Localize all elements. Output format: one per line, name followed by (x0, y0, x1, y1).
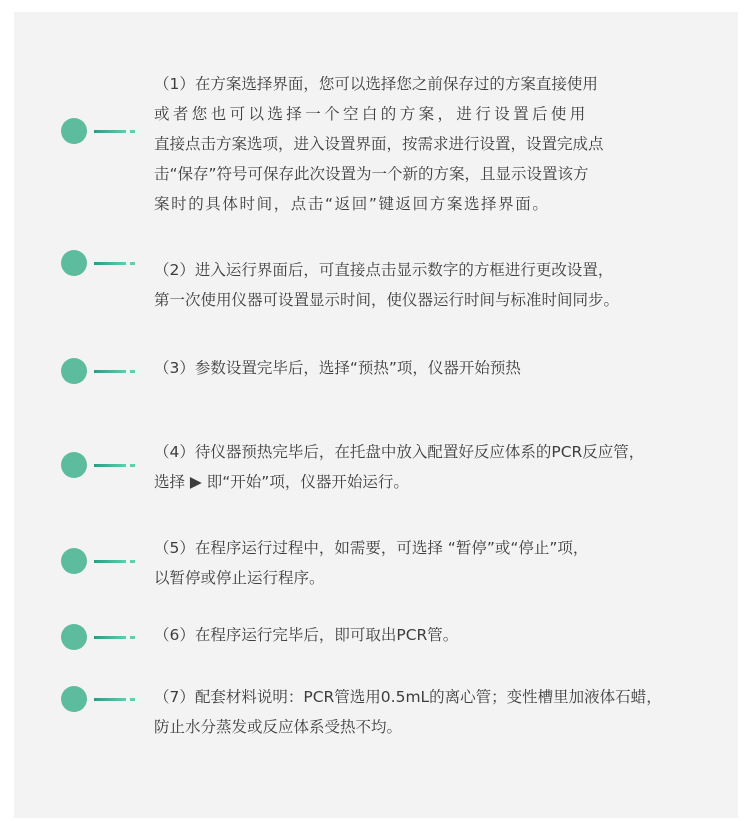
bullet-dot-icon (61, 548, 87, 574)
text-line: 第一次使用仪器可设置显示时间，使仪器运行时间与标准时间同步。 (154, 291, 620, 309)
step-marker (61, 358, 136, 384)
dash-line-icon (94, 698, 126, 701)
bullet-dot-icon (61, 358, 87, 384)
dash-tick-icon (130, 262, 135, 265)
text-line: （5）在程序运行过程中，如需要，可选择 “暂停”或“停止”项， (154, 539, 589, 557)
dash-line-icon (94, 370, 126, 373)
dash-tick-icon (130, 370, 135, 373)
text-line: 击“保存”符号可保存此次设置为一个新的方案，且显示设置该方 (154, 165, 589, 183)
step-2-text (154, 255, 694, 315)
text-line: 选择 ▶ 即“开始”项，仪器开始运行。 (154, 473, 409, 491)
step-marker (61, 548, 136, 574)
dash-tick-icon (130, 130, 135, 133)
dash-tick-icon (130, 636, 135, 639)
text-line: （6）在程序运行完毕后，即可取出PCR管。 (154, 626, 459, 644)
text-line: （7）配套材料说明：PCR管选用0.5mL的离心管；变性槽里加液体石蜡， (154, 688, 662, 706)
bullet-dot-icon (61, 118, 87, 144)
text-line: （1）在方案选择界面，您可以选择您之前保存过的方案直接使用 (154, 75, 598, 93)
step-4-text (154, 437, 694, 497)
step-marker (61, 686, 136, 712)
text-line: 案时的具体时间，点击“返回”键返回方案选择界面。 (154, 195, 550, 213)
dash-line-icon (94, 636, 126, 639)
text-line: 以暂停或停止运行程序。 (154, 569, 325, 587)
bullet-dot-icon (61, 624, 87, 650)
text-line: 或者您也可以选择一个空白的方案，进行设置后使用 (154, 105, 589, 123)
step-6-text (154, 620, 694, 650)
step-5-text (154, 533, 694, 593)
step-3-text (154, 353, 694, 383)
bullet-dot-icon (61, 686, 87, 712)
dash-tick-icon (130, 698, 135, 701)
step-marker (61, 250, 136, 276)
dash-tick-icon (130, 560, 135, 563)
instructions-panel (14, 12, 738, 818)
dash-line-icon (94, 262, 126, 265)
dash-line-icon (94, 560, 126, 563)
text-line: （4）待仪器预热完毕后，在托盘中放入配置好反应体系的PCR反应管， (154, 443, 645, 461)
step-7-text (154, 682, 694, 742)
text-line: 防止水分蒸发或反应体系受热不均。 (154, 718, 403, 736)
text-line: 直接点击方案选项，进入设置界面，按需求进行设置，设置完成点 (154, 135, 604, 153)
step-marker (61, 118, 136, 144)
bullet-dot-icon (61, 250, 87, 276)
text-line: （3）参数设置完毕后，选择“预热”项，仪器开始预热 (154, 359, 521, 377)
bullet-dot-icon (61, 452, 87, 478)
step-1-text (154, 69, 694, 219)
step-marker (61, 452, 136, 478)
step-marker (61, 624, 136, 650)
dash-line-icon (94, 130, 126, 133)
dash-tick-icon (130, 464, 135, 467)
text-line: （2）进入运行界面后，可直接点击显示数字的方框进行更改设置， (154, 261, 614, 279)
dash-line-icon (94, 464, 126, 467)
